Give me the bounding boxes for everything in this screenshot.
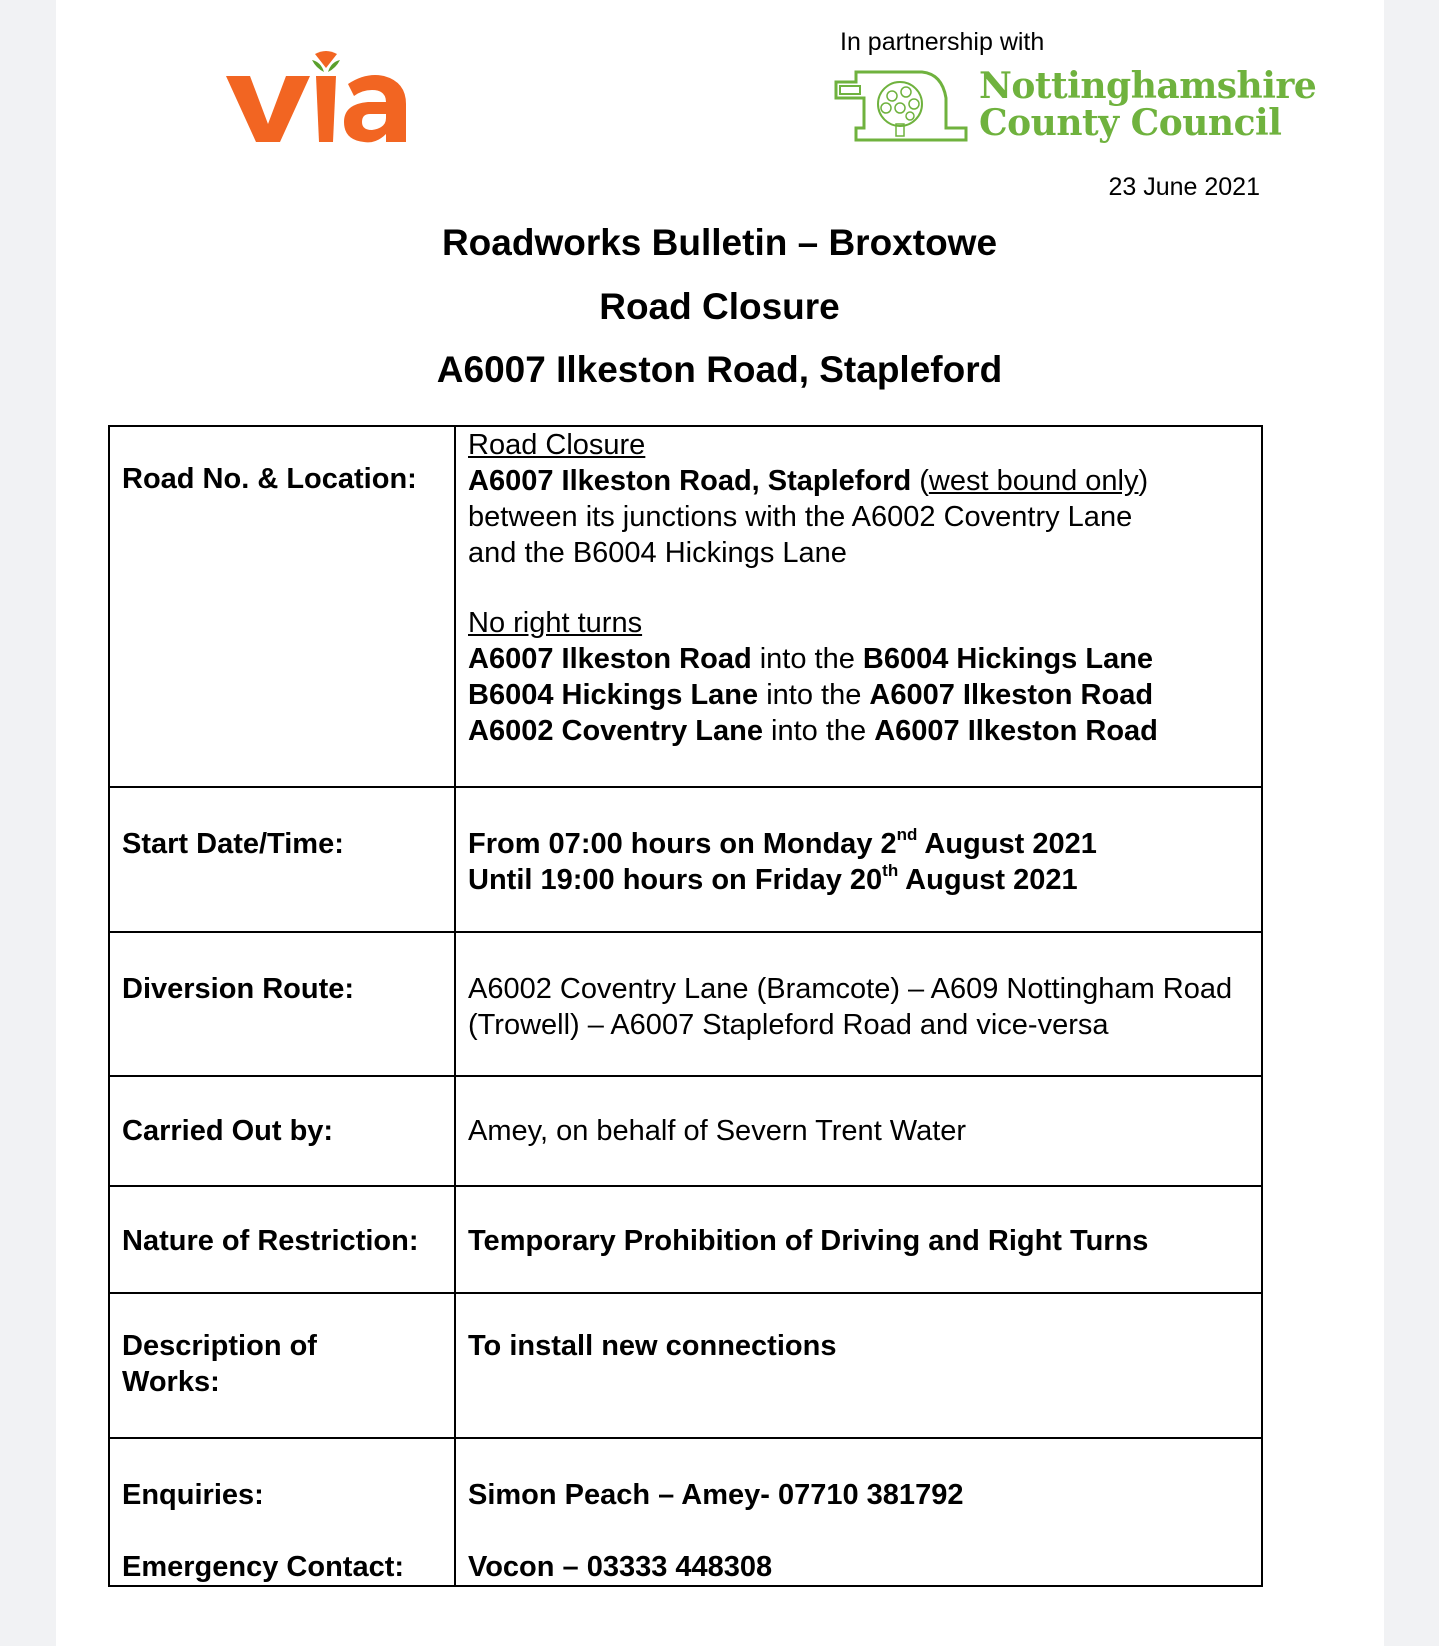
emergency-value: Vocon – 03333 448308: [468, 1551, 773, 1583]
start-from-month: August 2021: [917, 828, 1097, 860]
location-value-cell: [455, 426, 1262, 787]
bulletin-date: 23 June 2021: [1108, 173, 1260, 201]
table-row-carried-out: [109, 1076, 1262, 1186]
turn-into: into the: [751, 643, 863, 675]
turn-into: into the: [758, 679, 870, 711]
table-row-description: [109, 1293, 1262, 1438]
bulletin-title: Roadworks Bulletin – Broxtowe: [441, 222, 998, 263]
council-name-line1: Nottinghamshire: [979, 65, 1317, 107]
via-logo-a: [344, 75, 406, 142]
turn-item: [468, 713, 1249, 749]
council-name-line2: County Council: [979, 102, 1282, 144]
council-tree-emblem-icon: [834, 70, 968, 142]
paren-close: ): [1138, 465, 1149, 497]
table-row-nature: [109, 1186, 1262, 1293]
turn-item: [468, 641, 1249, 677]
nature-value-cell: [455, 1186, 1262, 1293]
start-until-text: Until 19:00 hours on Friday 20: [468, 864, 883, 896]
start-until-ordinal: th: [882, 861, 899, 880]
council-logo: [834, 65, 1334, 148]
start-from: [468, 788, 1249, 862]
description-label-cell: [109, 1293, 455, 1438]
diversion-value-cell: [455, 932, 1262, 1076]
closure-detail: between its junctions with the A6002 Coventry Lane and the B6004 Hickings Lane: [468, 501, 1133, 569]
start-until-month: August 2021: [898, 864, 1078, 896]
turn-from: A6007 Ilkeston Road: [468, 643, 752, 675]
closure-heading: Road Closure: [468, 429, 646, 461]
description-label: Description of Works:: [122, 1330, 317, 1398]
table-row-location: [109, 426, 1262, 787]
description-value: To install new connections: [468, 1330, 837, 1362]
carried-out-value: Amey, on behalf of Severn Trent Water: [468, 1115, 967, 1147]
enquiries-label: Enquiries:: [122, 1479, 264, 1511]
closure-road-line: [468, 463, 1249, 499]
turn-into: into the: [762, 715, 875, 747]
closure-direction: west bound only: [928, 465, 1139, 497]
turn-item: [468, 677, 1249, 713]
nature-label: Nature of Restriction:: [122, 1225, 419, 1257]
emergency-label: Emergency Contact:: [122, 1551, 405, 1583]
description-value-cell: [455, 1293, 1262, 1438]
diversion-value: A6002 Coventry Lane (Bramcote) – A609 Nottingham Road (Trowell) – A6007 Stapleford Road and vice-versa: [468, 973, 1233, 1041]
turn-to: A6007 Ilkeston Road: [869, 679, 1154, 711]
start-label-cell: [109, 787, 455, 932]
closure-road: A6007 Ilkeston Road, Stapleford: [468, 465, 912, 497]
start-value-cell: [455, 787, 1262, 932]
diversion-label: Diversion Route:: [122, 973, 355, 1005]
turn-from: B6004 Hickings Lane: [468, 679, 759, 711]
turn-to: B6004 Hickings Lane: [862, 643, 1154, 675]
table-row-diversion: [109, 932, 1262, 1076]
nature-label-cell: [109, 1186, 455, 1293]
turns-heading: No right turns: [468, 607, 643, 639]
via-logo-v: [226, 76, 310, 142]
enquiries-label-cell: [109, 1438, 455, 1586]
enquiries-value-cell: [455, 1438, 1262, 1586]
turn-from: A6002 Coventry Lane: [468, 715, 763, 747]
start-from-text: From 07:00 hours on Monday 2: [468, 828, 897, 860]
location-label: Road No. & Location:: [122, 463, 417, 495]
diversion-label-cell: [109, 932, 455, 1076]
partnership-text: In partnership with: [840, 28, 1045, 56]
start-until: [468, 862, 1249, 898]
location-label-cell: [109, 426, 455, 787]
nature-value: Temporary Prohibition of Driving and Right Turns: [468, 1225, 1149, 1257]
via-logo-i: [316, 76, 336, 142]
carried-out-value-cell: [455, 1076, 1262, 1186]
table-row-start: [109, 787, 1262, 932]
paren-open: (: [911, 465, 929, 497]
start-label: Start Date/Time:: [122, 828, 344, 860]
road-title: A6007 Ilkeston Road, Stapleford: [436, 349, 1003, 390]
table-row-enquiries: [109, 1438, 1262, 1586]
closure-type-title: Road Closure: [599, 286, 840, 327]
via-logo: [226, 46, 408, 146]
turn-to: A6007 Ilkeston Road: [874, 715, 1158, 747]
enquiries-value: Simon Peach – Amey- 07710 381792: [468, 1479, 964, 1511]
carried-out-label: Carried Out by:: [122, 1115, 334, 1147]
council-name: [979, 65, 1317, 144]
carried-out-label-cell: [109, 1076, 455, 1186]
bulletin-table: [108, 425, 1263, 1587]
start-from-ordinal: nd: [896, 825, 918, 844]
